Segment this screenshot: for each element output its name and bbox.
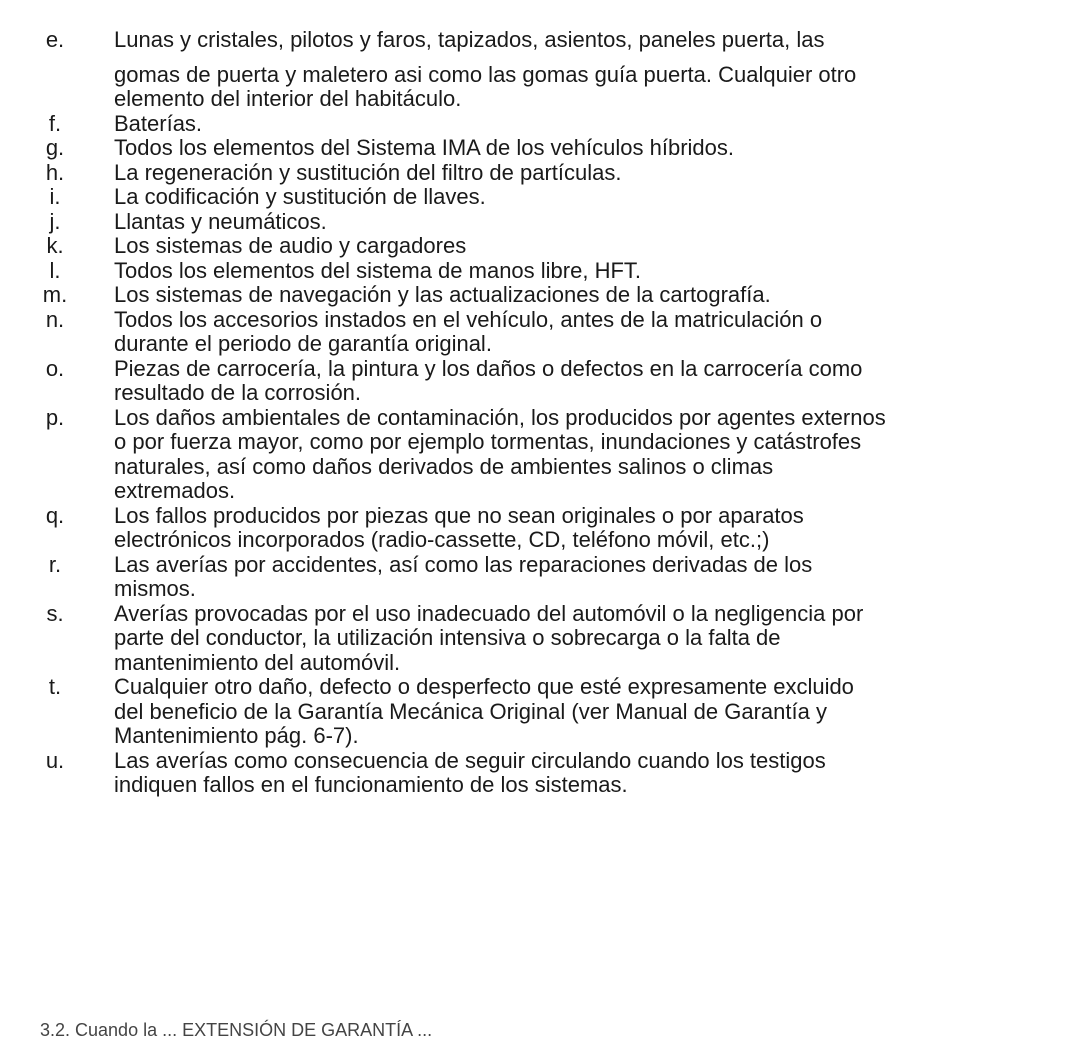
list-item-marker: l. (49, 257, 61, 283)
list-item-line: Baterías. (114, 110, 203, 136)
list-item-line: Todos los elementos del sistema de manos libre, HFT. (114, 257, 642, 283)
list-item-text (114, 308, 1074, 357)
list-item (0, 749, 1080, 798)
list-item-line: Mantenimiento pág. 6-7). (114, 723, 359, 748)
list-item-text (114, 234, 1074, 259)
list-item (0, 161, 1080, 186)
list-item-text (114, 406, 1074, 504)
list-item-marker: k. (46, 233, 64, 258)
list-item-line: o por fuerza mayor, como por ejemplo tormentas, inundaciones y catástrofes (114, 429, 862, 454)
list-item-marker: u. (45, 747, 65, 773)
list-item-line: mantenimiento del automóvil. (114, 649, 401, 675)
cut-off-footer-line (40, 1018, 1080, 1040)
list-item-marker: t. (48, 674, 62, 699)
list-item (0, 112, 1080, 137)
list-item-line: Los sistemas de navegación y las actualizaciones de la cartografía. (114, 282, 771, 307)
list-item (0, 136, 1080, 161)
list-item-line: Los sistemas de audio y cargadores (114, 233, 467, 258)
list-item (0, 504, 1080, 553)
list-item-marker: i. (49, 184, 61, 209)
list-item-line: Llantas y neumáticos. (114, 208, 327, 234)
list-item-line: gomas de puerta y maletero asi como las gomas guía puerta. Cualquier otro (114, 61, 857, 87)
list-item-marker: n. (45, 306, 65, 332)
list-item-marker: f. (48, 110, 62, 136)
list-item (0, 308, 1080, 357)
list-item-line: La regeneración y sustitución del filtro de partículas. (114, 159, 622, 185)
list-item-text (114, 28, 1074, 112)
list-item-text (114, 602, 1074, 676)
list-item-marker: m. (42, 282, 68, 307)
list-item-line: naturales, así como daños derivados de ambientes salinos o climas (114, 453, 774, 479)
list-item (0, 675, 1080, 749)
list-item-text (114, 283, 1074, 308)
list-item (0, 185, 1080, 210)
list-item-marker: s. (46, 600, 64, 626)
list-item-text (114, 259, 1074, 284)
list-item-line: electrónicos incorporados (radio-cassette, CD, teléfono móvil, etc.;) (114, 527, 770, 552)
list-item-text (114, 357, 1074, 406)
list-item-text (114, 185, 1074, 210)
list-item (0, 259, 1080, 284)
list-item-line: Los fallos producidos por piezas que no sean originales o por aparatos (114, 502, 804, 528)
list-item-line: Averías provocadas por el uso inadecuado del automóvil o la negligencia por (114, 600, 864, 626)
list-item-marker: e. (45, 27, 65, 52)
list-item-line: Cualquier otro daño, defecto o desperfecto que esté expresamente excluido (114, 674, 854, 699)
cut-off-footer-text: 3.2. Cuando la ... EXTENSIÓN DE GARANTÍA ... (40, 1020, 433, 1040)
list-item-line: resultado de la corrosión. (114, 380, 362, 405)
list-item-line: Todos los elementos del Sistema IMA de los vehículos híbridos. (114, 135, 734, 160)
list-item-marker: q. (45, 502, 65, 528)
list-item-line: mismos. (114, 576, 196, 601)
list-item-marker: p. (45, 404, 65, 430)
exclusion-list (0, 28, 1080, 798)
list-item-line: Los daños ambientales de contaminación, los producidos por agentes externos (114, 404, 886, 430)
list-item-line: parte del conductor, la utilización intensiva o sobrecarga o la falta de (114, 625, 781, 650)
list-item-line: Lunas y cristales, pilotos y faros, tapizados, asientos, paneles puerta, las (114, 27, 825, 52)
list-item (0, 234, 1080, 259)
list-item-marker: r. (48, 551, 62, 577)
list-item-line: La codificación y sustitución de llaves. (114, 184, 486, 209)
list-item-line: del beneficio de la Garantía Mecánica Original (ver Manual de Garantía y (114, 698, 827, 724)
list-item (0, 406, 1080, 504)
list-item-line: indiquen fallos en el funcionamiento de los sistemas. (114, 772, 628, 797)
list-item (0, 283, 1080, 308)
list-item-marker: h. (45, 159, 65, 185)
list-item-text (114, 504, 1074, 553)
list-item (0, 357, 1080, 406)
list-item-line: durante el periodo de garantía original. (114, 331, 492, 356)
list-item-line: extremados. (114, 478, 236, 503)
list-item (0, 602, 1080, 676)
list-item-text (114, 161, 1074, 186)
list-item-marker: o. (45, 355, 65, 381)
list-item-marker: j. (49, 208, 61, 234)
list-item-marker: g. (45, 135, 65, 160)
list-item-text (114, 675, 1074, 749)
list-item (0, 28, 1080, 112)
list-item-line: Las averías por accidentes, así como las reparaciones derivadas de los (114, 551, 813, 577)
list-item-text (114, 210, 1074, 235)
list-item-text (114, 112, 1074, 137)
list-item-line: elemento del interior del habitáculo. (114, 86, 462, 111)
list-item (0, 210, 1080, 235)
list-item-text (114, 749, 1074, 798)
list-item-line: Piezas de carrocería, la pintura y los daños o defectos en la carrocería como (114, 355, 863, 381)
list-item-line: Las averías como consecuencia de seguir circulando cuando los testigos (114, 747, 826, 773)
list-item (0, 553, 1080, 602)
list-item-text (114, 136, 1074, 161)
list-item-line: Todos los accesorios instados en el vehículo, antes de la matriculación o (114, 306, 823, 332)
list-item-text (114, 553, 1074, 602)
